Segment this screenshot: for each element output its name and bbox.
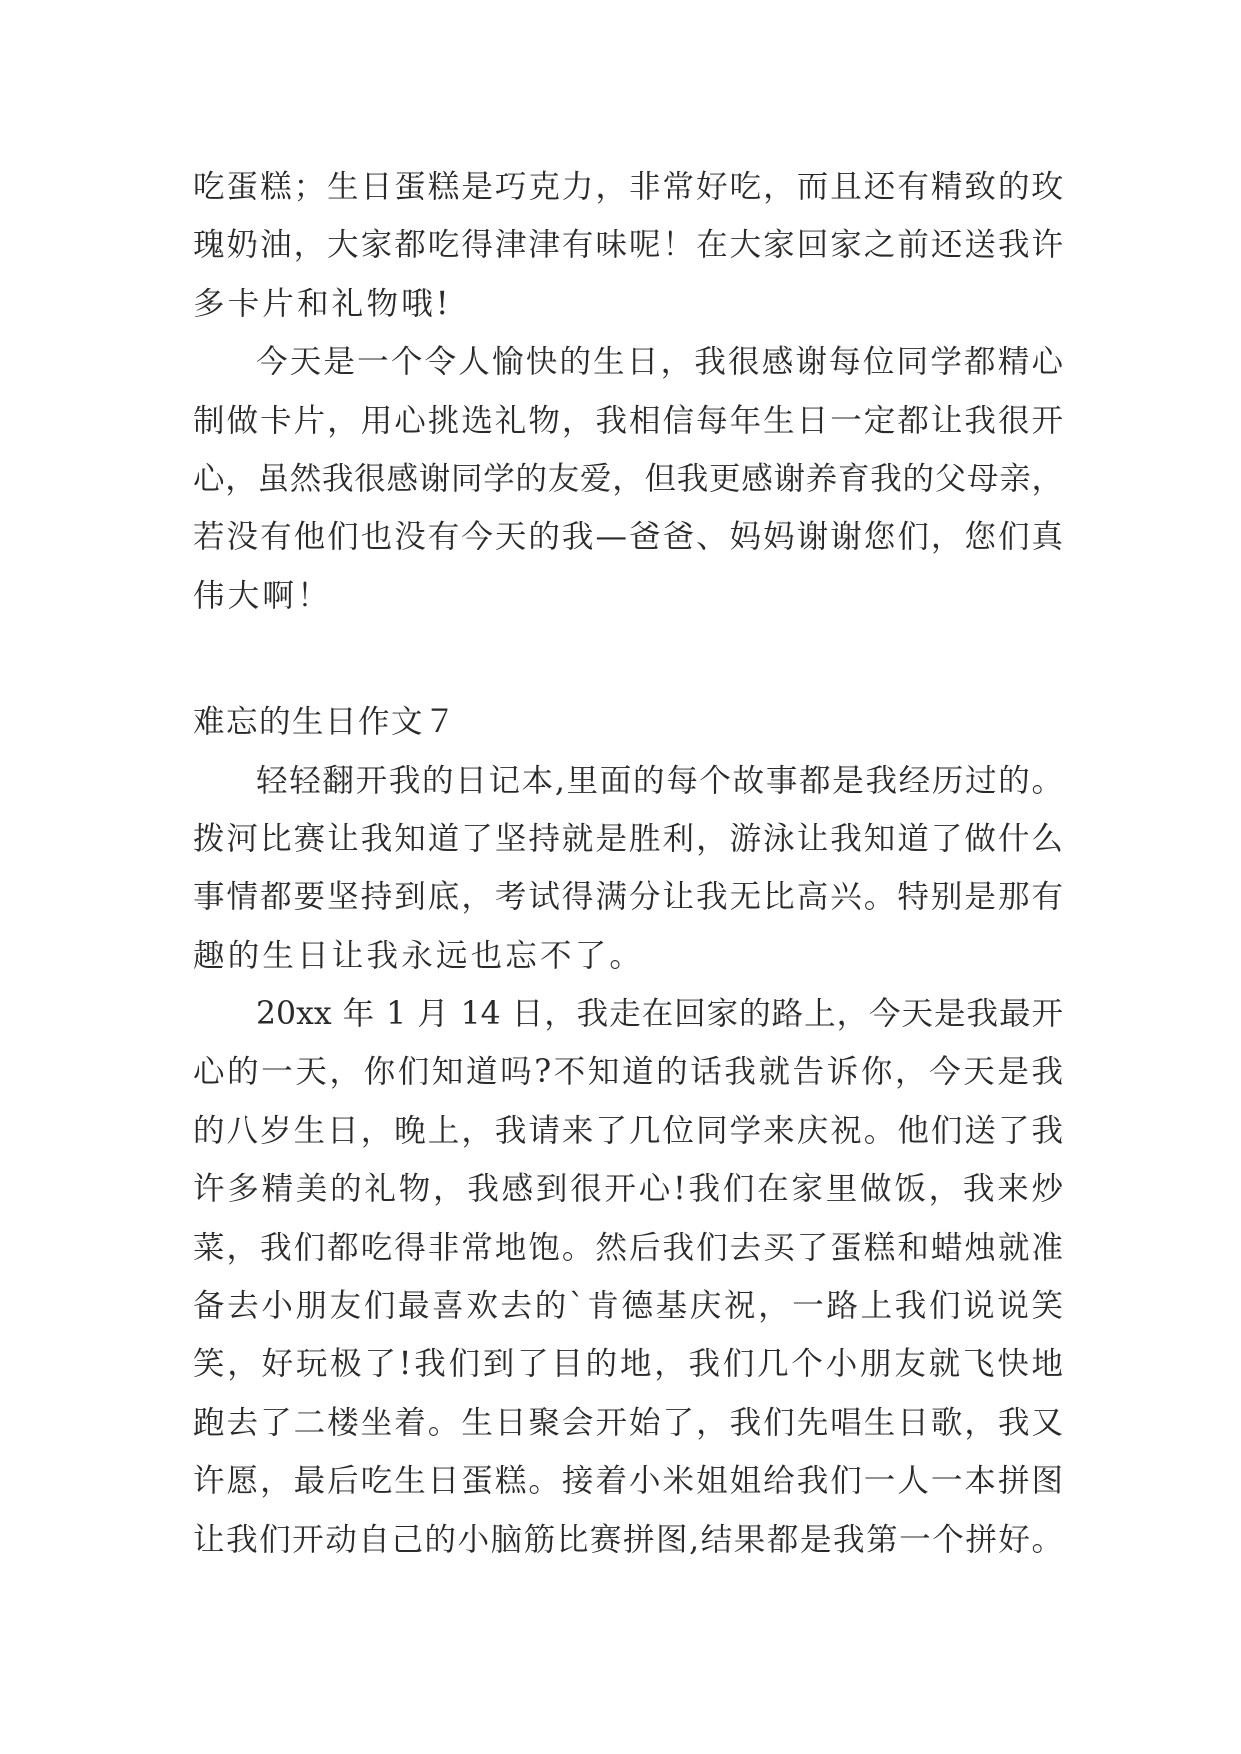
text-line: 吃蛋糕；生日蛋糕是巧克力，非常好吃，而且还有精致的玫 <box>193 169 1063 205</box>
text-line: 许愿，最后吃生日蛋糕。接着小米姐姐给我们一人一本拼图 <box>193 1463 1063 1500</box>
paragraph-continuation <box>193 158 1063 333</box>
text-line: 多卡片和礼物哦! <box>193 285 452 322</box>
text-line: 趣的生日让我永远也忘不了。 <box>193 937 645 974</box>
document-body <box>193 158 1063 1569</box>
paragraph-birthday-story <box>193 985 1063 1569</box>
text-line: 笑，好玩极了!我们到了目的地，我们几个小朋友就飞快地 <box>193 1346 1063 1383</box>
section-gap <box>193 625 1063 685</box>
text-line: 伟大啊！ <box>193 577 332 614</box>
text-line: 备去小朋友们最喜欢去的`肯德基庆祝，一路上我们说说笑 <box>193 1288 1063 1325</box>
paragraph-diary <box>193 752 1063 986</box>
text-line: 心，虽然我很感谢同学的友爱，但我更感谢养育我的父母亲， <box>193 460 1063 497</box>
text-line: 今天是一个令人愉快的生日，我很感谢每位同学都精心 <box>256 344 1063 381</box>
text-line: 若没有他们也没有今天的我—爸爸、妈妈谢谢您们，您们真 <box>193 519 1063 556</box>
text-line: 许多精美的礼物，我感到很开心!我们在家里做饭，我来炒 <box>193 1171 1063 1208</box>
text-line: 拨河比赛让我知道了坚持就是胜利，游泳让我知道了做什么 <box>193 820 1063 857</box>
text-line: 制做卡片，用心挑选礼物，我相信每年生日一定都让我很开 <box>193 402 1063 439</box>
text-line: 让我们开动自己的小脑筋比赛拼图,结果都是我第一个拼好。 <box>193 1521 1063 1558</box>
text-line: 心的一天，你们知道吗?不知道的话我就告诉你，今天是我 <box>193 1054 1063 1091</box>
text-line: 20xx 年 1 月 14 日，我走在回家的路上，今天是我最开 <box>256 996 1063 1033</box>
paragraph-gratitude <box>193 333 1063 625</box>
text-line: 瑰奶油，大家都吃得津津有味呢！在大家回家之前还送我许 <box>193 227 1063 264</box>
text-line: 轻轻翻开我的日记本,里面的每个故事都是我经历过的。 <box>256 762 1063 799</box>
section-heading: 难忘的生日作文７ <box>193 704 458 741</box>
text-line: 菜，我们都吃得非常地饱。然后我们去买了蛋糕和蜡烛就准 <box>193 1229 1063 1266</box>
text-line: 的八岁生日，晚上，我请来了几位同学来庆祝。他们送了我 <box>193 1112 1063 1149</box>
text-line: 事情都要坚持到底，考试得满分让我无比高兴。特别是那有 <box>193 879 1063 916</box>
text-line: 跑去了二楼坐着。生日聚会开始了，我们先唱生日歌，我又 <box>193 1404 1063 1441</box>
